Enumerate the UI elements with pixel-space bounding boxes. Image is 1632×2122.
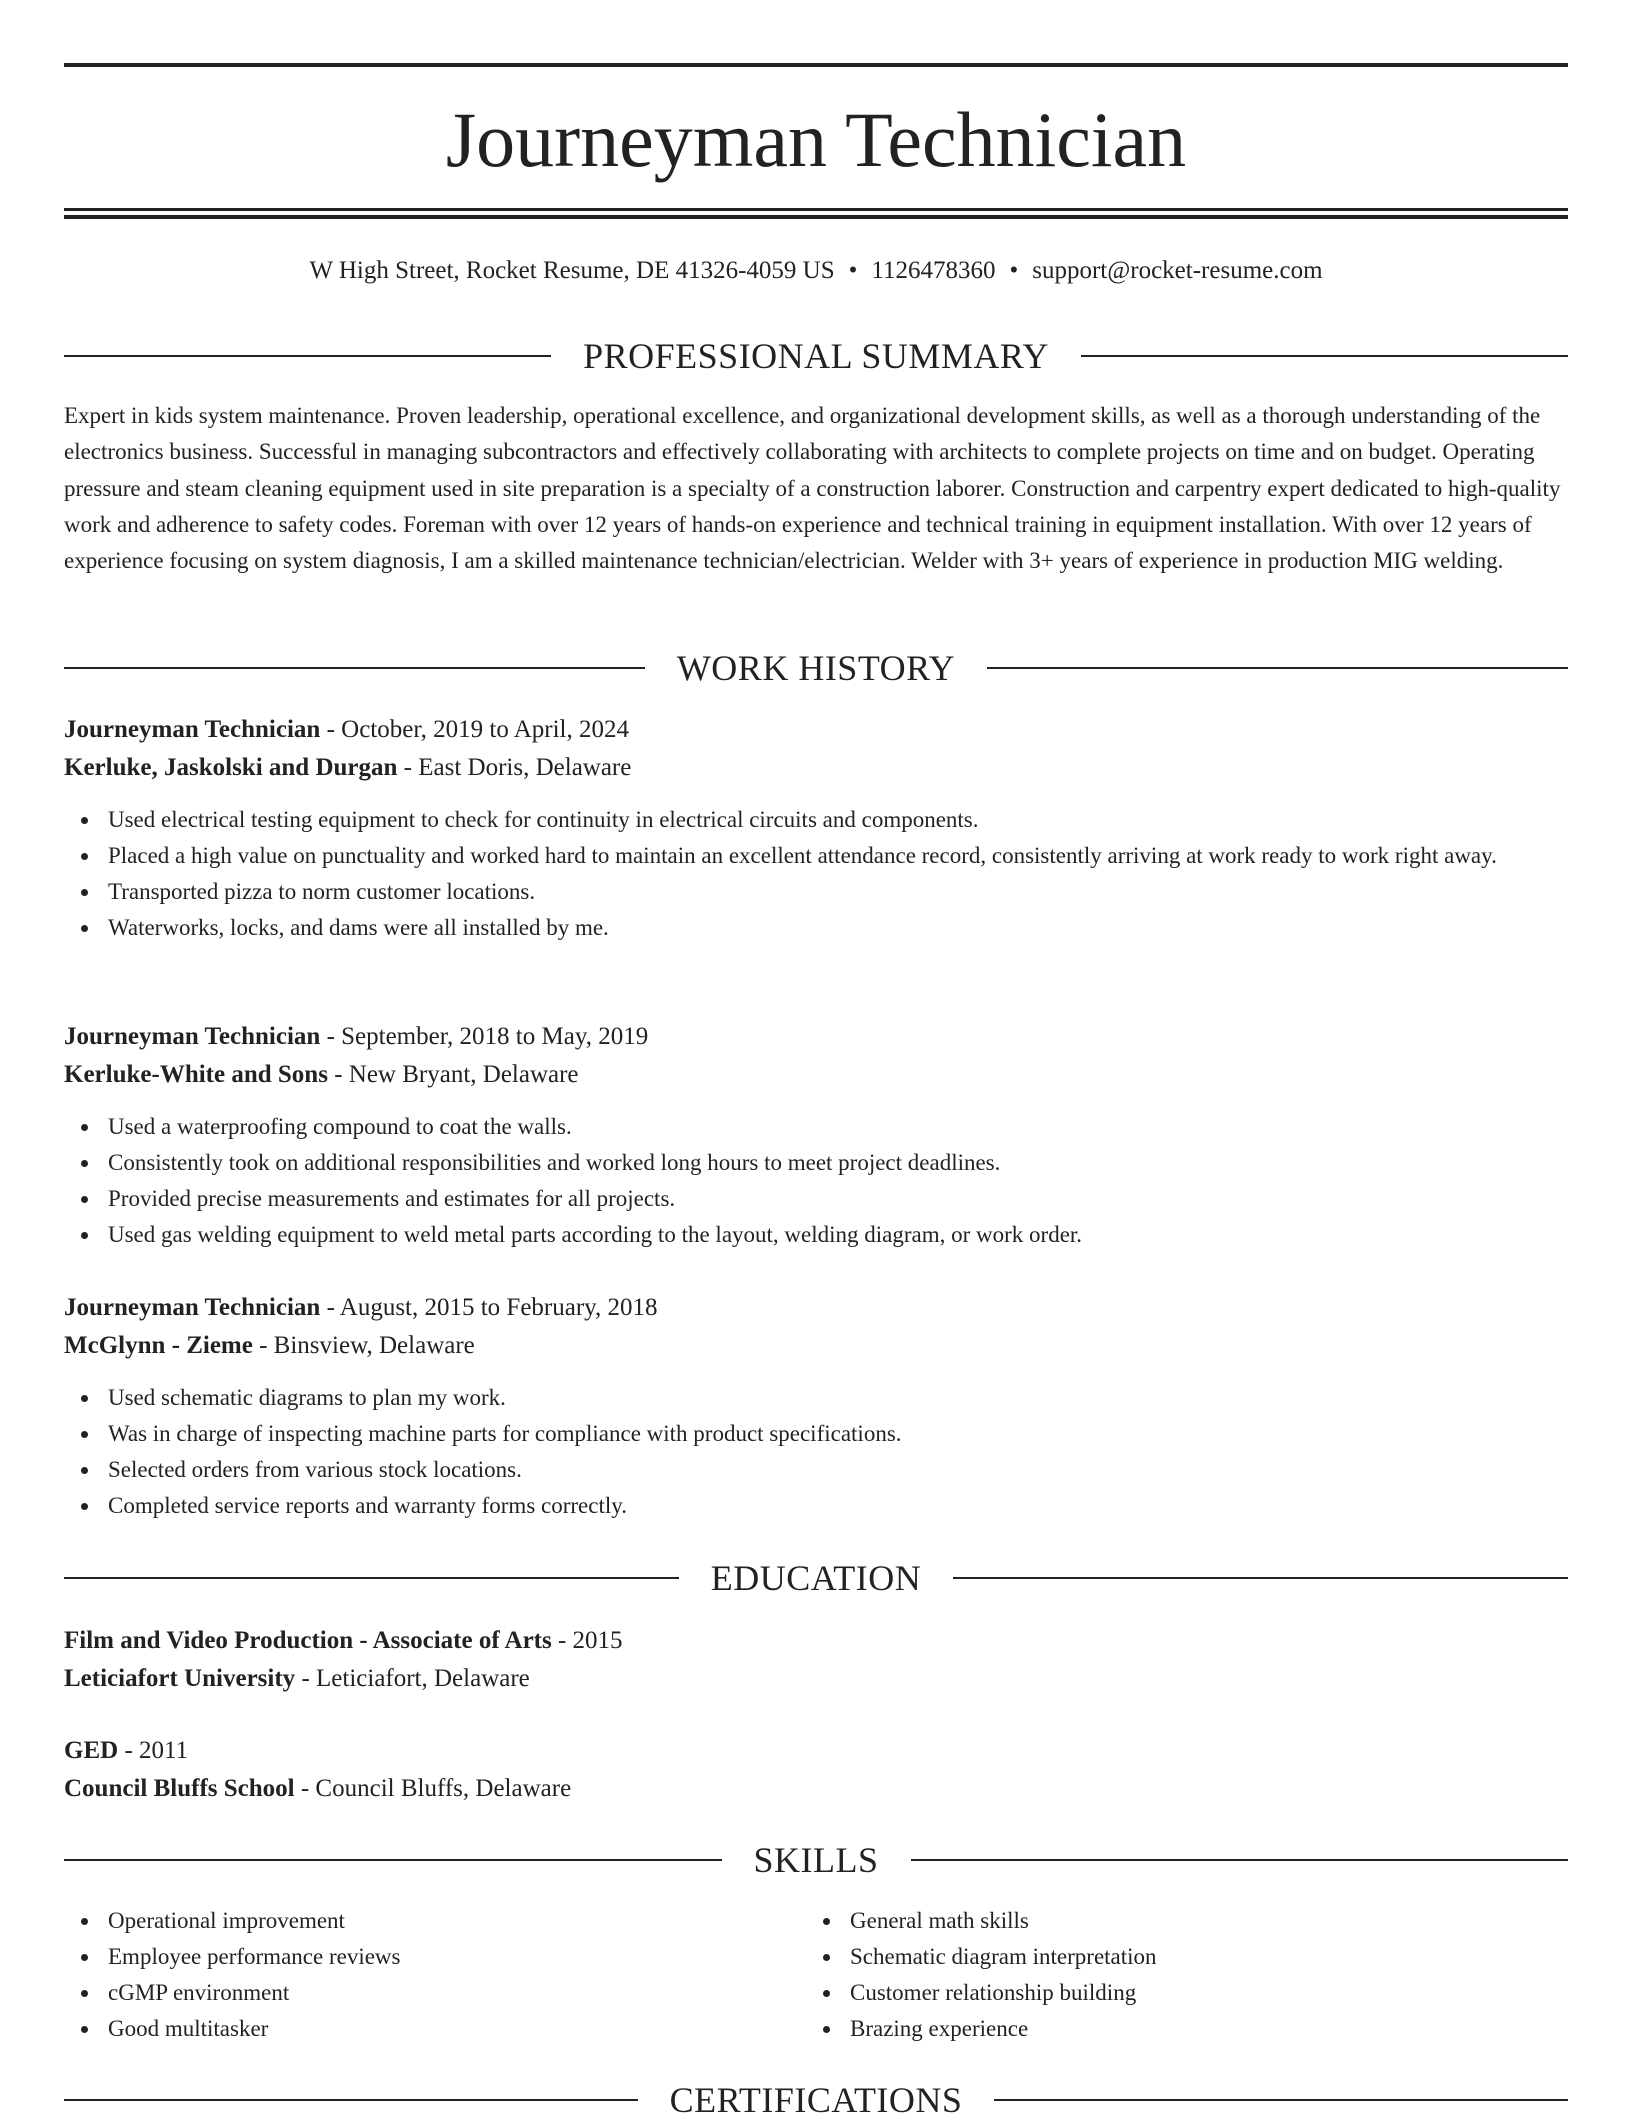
heading-rule bbox=[64, 1577, 679, 1579]
school-location: - Leticiafort, Delaware bbox=[301, 1665, 530, 1692]
education-entry bbox=[64, 1732, 1568, 1808]
job-title: Journeyman Technician bbox=[64, 1023, 321, 1050]
degree-line bbox=[64, 1732, 1568, 1770]
contact-separator: • bbox=[848, 257, 858, 284]
school-line bbox=[64, 1660, 1568, 1698]
section-title: CERTIFICATIONS bbox=[669, 2080, 963, 2120]
duty-item: Consistently took on additional responsibilities and worked long hours to meet project deadlines. bbox=[64, 1145, 1568, 1181]
heading-rule bbox=[911, 1859, 1569, 1861]
job-entry bbox=[64, 711, 1568, 946]
summary-paragraph: Expert in kids system maintenance. Proven leadership, operational excellence, and organizational development skills, as well as a thorough understanding of the electronics business. Successful in managing subcontractors and effectively collaborating with architects to complete projects on time and on budget. Operating pressure and steam cleaning equipment used in site preparation is a specialty of a construction laborer. Construction and carpentry expert dedicated to high-quality work and adherence to safety codes. Foreman with over 12 years of hands-on experience and technical training in equipment installation. With over 12 years of experience focusing on system diagnosis, I am a skilled maintenance technician/electrician. Welder with 3+ years of experience in production MIG welding. bbox=[64, 403, 1561, 574]
section-title: PROFESSIONAL SUMMARY bbox=[583, 336, 1049, 376]
section-title: SKILLS bbox=[753, 1840, 879, 1880]
duty-item: Used gas welding equipment to weld metal parts according to the layout, welding diagram, or work order. bbox=[64, 1217, 1568, 1253]
contact-line bbox=[64, 253, 1568, 289]
job-dates: - October, 2019 to April, 2024 bbox=[326, 716, 629, 743]
duty-item: Waterworks, locks, and dams were all installed by me. bbox=[64, 910, 1568, 946]
heading-rule bbox=[953, 1577, 1568, 1579]
job-entry bbox=[64, 1289, 1568, 1524]
top-rule bbox=[64, 63, 1568, 67]
skills-list bbox=[64, 1903, 1568, 2047]
job-location: - Binsview, Delaware bbox=[259, 1332, 475, 1359]
title-rule-lower bbox=[64, 215, 1568, 219]
section-heading-work-history bbox=[64, 646, 1568, 690]
section-heading-education bbox=[64, 1556, 1568, 1600]
job-entry bbox=[64, 1018, 1568, 1253]
heading-rule bbox=[64, 667, 645, 669]
job-duties bbox=[64, 802, 1568, 946]
school-line bbox=[64, 1770, 1568, 1808]
school: Leticiafort University bbox=[64, 1665, 296, 1692]
job-company-line bbox=[64, 1056, 1568, 1094]
job-dates: - September, 2018 to May, 2019 bbox=[326, 1023, 649, 1050]
duty-item: Selected orders from various stock locations. bbox=[64, 1452, 1568, 1488]
skills-column-left bbox=[64, 1903, 806, 2047]
job-title-line bbox=[64, 1289, 1568, 1327]
resume-name: Journeyman Technician bbox=[445, 96, 1187, 183]
degree-line bbox=[64, 1622, 1568, 1660]
duty-item: Used a waterproofing compound to coat the walls. bbox=[64, 1109, 1568, 1145]
degree-year: - 2015 bbox=[557, 1627, 623, 1654]
duty-item: Completed service reports and warranty forms correctly. bbox=[64, 1488, 1568, 1524]
duty-item: Used schematic diagrams to plan my work. bbox=[64, 1380, 1568, 1416]
heading-rule bbox=[987, 667, 1568, 669]
school-location: - Council Bluffs, Delaware bbox=[300, 1775, 572, 1802]
contact-separator: • bbox=[1009, 257, 1019, 284]
heading-rule bbox=[994, 2099, 1568, 2101]
heading-rule bbox=[64, 2099, 638, 2101]
section-title: EDUCATION bbox=[710, 1558, 922, 1598]
job-duties bbox=[64, 1109, 1568, 1253]
duty-item: Provided precise measurements and estimates for all projects. bbox=[64, 1181, 1568, 1217]
section-title: WORK HISTORY bbox=[676, 648, 956, 688]
skill-item: Brazing experience bbox=[806, 2011, 1548, 2047]
duty-item: Placed a high value on punctuality and worked hard to maintain an excellent attendance record, consistently arriving at work ready to work right away. bbox=[64, 838, 1568, 874]
job-company-line bbox=[64, 749, 1568, 787]
contact-address: W High Street, Rocket Resume, DE 41326-4059 US bbox=[309, 257, 835, 284]
school: Council Bluffs School bbox=[64, 1775, 295, 1802]
skill-item: cGMP environment bbox=[64, 1975, 806, 2011]
degree: Film and Video Production - Associate of Arts bbox=[64, 1627, 552, 1654]
duty-item: Used electrical testing equipment to check for continuity in electrical circuits and components. bbox=[64, 802, 1568, 838]
job-company: Kerluke, Jaskolski and Durgan bbox=[64, 754, 398, 781]
title-rule-upper bbox=[64, 208, 1568, 211]
degree: GED bbox=[64, 1737, 119, 1764]
skills-column-right bbox=[806, 1903, 1548, 2047]
skill-item: Customer relationship building bbox=[806, 1975, 1548, 2011]
job-title: Journeyman Technician bbox=[64, 1294, 321, 1321]
heading-rule bbox=[64, 355, 551, 357]
contact-phone: 1126478360 bbox=[871, 257, 996, 284]
job-title-line bbox=[64, 711, 1568, 749]
job-duties bbox=[64, 1380, 1568, 1524]
section-heading-skills bbox=[64, 1838, 1568, 1882]
degree-year: - 2011 bbox=[124, 1737, 189, 1764]
job-dates: - August, 2015 to February, 2018 bbox=[326, 1294, 658, 1321]
heading-rule bbox=[64, 1859, 722, 1861]
job-company: McGlynn - Zieme bbox=[64, 1332, 253, 1359]
skill-item: Good multitasker bbox=[64, 2011, 806, 2047]
job-company: Kerluke-White and Sons bbox=[64, 1061, 328, 1088]
skill-item: Employee performance reviews bbox=[64, 1939, 806, 1975]
skill-item: General math skills bbox=[806, 1903, 1548, 1939]
education-entry bbox=[64, 1622, 1568, 1698]
job-location: - New Bryant, Delaware bbox=[334, 1061, 579, 1088]
job-company-line bbox=[64, 1327, 1568, 1365]
duty-item: Was in charge of inspecting machine parts for compliance with product specifications. bbox=[64, 1416, 1568, 1452]
skill-item: Schematic diagram interpretation bbox=[806, 1939, 1548, 1975]
heading-rule bbox=[1081, 355, 1568, 357]
contact-email: support@rocket-resume.com bbox=[1032, 257, 1323, 284]
job-location: - East Doris, Delaware bbox=[403, 754, 632, 781]
section-heading-certifications bbox=[64, 2078, 1568, 2122]
job-title: Journeyman Technician bbox=[64, 716, 321, 743]
job-title-line bbox=[64, 1018, 1568, 1056]
duty-item: Transported pizza to norm customer locations. bbox=[64, 874, 1568, 910]
skill-item: Operational improvement bbox=[64, 1903, 806, 1939]
section-heading-summary bbox=[64, 334, 1568, 378]
